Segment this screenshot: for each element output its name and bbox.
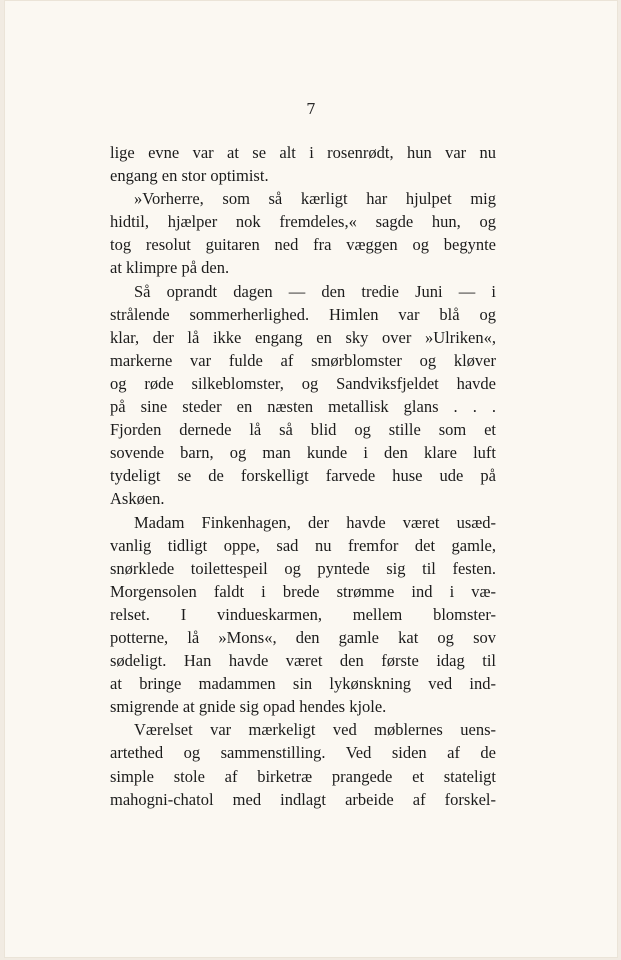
text-line: lige evne var at se alt i rosenrødt, hun var nu [110, 143, 496, 162]
book-page [4, 0, 618, 958]
text-line: smigrende at gnide sig opad hendes kjole. [110, 697, 387, 717]
text-line: vanlig tidligt oppe, sad nu fremfor det gamle, [110, 535, 496, 555]
text-line: at bringe madammen sin lykønskning ved ind- [110, 674, 496, 694]
text-line: engang en stor optimist. [110, 166, 269, 186]
text-line: artethed og sammenstilling. Ved siden af de [110, 743, 496, 763]
text-line: på sine steder en næsten metallisk glans . . . [110, 397, 496, 417]
text-line: at klimpre på den. [110, 258, 230, 278]
text-line: snørklede toilettespeil og pyntede sig til festen. [110, 558, 496, 578]
text-line: relset. I vindueskarmen, mellem blomster- [110, 604, 496, 624]
page-number: 7 [306, 100, 316, 118]
text-line: tog resolut guitaren ned fra væggen og begynte [110, 235, 496, 255]
text-line: strålende sommerherlighed. Himlen var blå og [110, 304, 496, 324]
text-line: Askøen. [110, 489, 165, 509]
text-line: potterne, lå »Mons«, den gamle kat og sov [110, 627, 496, 647]
text-line: simple stole af birketræ prangede et stateligt [110, 766, 496, 786]
text-line: tydeligt se de forskelligt farvede huse ude på [110, 466, 496, 486]
text-line: Fjorden dernede lå så blid og stille som et [110, 420, 496, 440]
text-line: sovende barn, og man kunde i den klare luft [110, 443, 496, 463]
text-line: Morgensolen faldt i brede strømme ind i væ- [110, 581, 496, 601]
text-line: og røde silkeblomster, og Sandviksfjeldet havde [110, 373, 496, 393]
text-line: mahogni-chatol med indlagt arbeide af forskel- [110, 789, 496, 809]
body-text [110, 141, 496, 811]
text-line: »Vorherre, som så kærligt har hjulpet mig [134, 189, 496, 209]
text-line: sødeligt. Han havde været den første idag til [110, 651, 496, 671]
text-line: markerne var fulde af smørblomster og kløver [110, 350, 496, 370]
text-line: Madam Finkenhagen, der havde været usæd- [134, 512, 496, 532]
text-line: Så oprandt dagen — den tredie Juni — i [134, 281, 496, 301]
text-line: klar, der lå ikke engang en sky over »Ulriken«, [110, 327, 496, 347]
text-line: hidtil, hjælper nok fremdeles,« sagde hun, og [110, 212, 496, 232]
text-line: Værelset var mærkeligt ved møblernes uens- [134, 720, 496, 740]
